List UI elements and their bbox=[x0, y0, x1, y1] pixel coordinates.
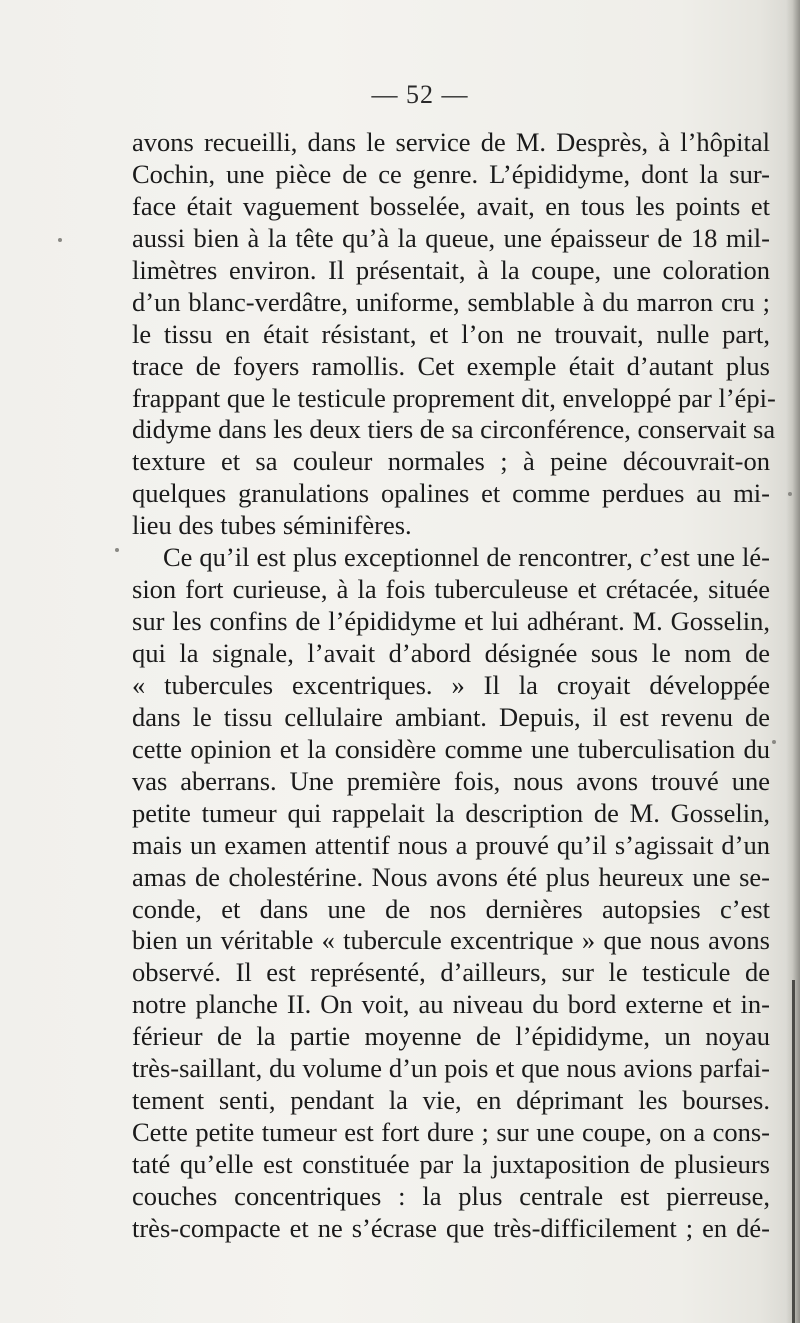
text-line: aussi bien à la tête qu’à la queue, une épaisseur de 18 mil- bbox=[132, 222, 770, 253]
paper-speck bbox=[58, 238, 62, 242]
text-line: face était vaguement bosselée, avait, en tous les points et bbox=[132, 190, 770, 221]
text-line: qui la signale, l’avait d’abord désignée sous le nom de bbox=[132, 638, 770, 668]
text-line: quelques granulations opalines et comme perdues au mi- bbox=[132, 478, 770, 509]
paper-speck bbox=[788, 492, 792, 496]
text-line: observé. Il est représenté, d’ailleurs, sur le testicule de bbox=[132, 957, 770, 988]
text-line: conde, et dans une de nos dernières autopsies c’est bbox=[132, 893, 770, 924]
text-line: couches concentriques : la plus centrale est pierreuse, bbox=[132, 1180, 770, 1211]
text-line: très-saillant, du volume d’un pois et que nous avions parfai- bbox=[132, 1053, 770, 1084]
text-line: frappant que le testicule proprement dit, enveloppé par l’épi- bbox=[132, 382, 776, 413]
text-line: le tissu en était résistant, et l’on ne trouvait, nulle part, bbox=[132, 318, 770, 349]
text-line: sur les confins de l’épididyme et lui adhérant. M. Gosselin, bbox=[132, 606, 770, 637]
text-line: trace de foyers ramollis. Cet exemple était d’autant plus bbox=[132, 350, 770, 381]
text-line: cette opinion et la considère comme une tuberculisation du bbox=[132, 733, 770, 764]
text-line: lieu des tubes séminifères. bbox=[132, 510, 412, 541]
text-line: petite tumeur qui rappelait la description de M. Gosselin, bbox=[132, 797, 770, 828]
text-line: d’un blanc-verdâtre, uniforme, semblable à du marron cru ; bbox=[132, 286, 770, 317]
text-line: limètres environ. Il présentait, à la coupe, une coloration bbox=[132, 254, 770, 285]
text-line: vas aberrans. Une première fois, nous avons trouvé une bbox=[132, 765, 770, 796]
page-number: — 52 — bbox=[371, 80, 469, 109]
text-line: bien un véritable « tubercule excentrique » que nous avons bbox=[132, 925, 770, 956]
text-line: notre planche II. On voit, au niveau du bord externe et in- bbox=[132, 989, 770, 1020]
text-line: « tubercules excentriques. » Il la croyait développée bbox=[132, 669, 770, 700]
text-line: texture et sa couleur normales ; à peine découvrait-on bbox=[132, 446, 770, 477]
page-binding-line bbox=[792, 980, 795, 1323]
text-line: mais un examen attentif nous a prouvé qu’il s’agissait d’un bbox=[132, 829, 770, 860]
text-line: tement senti, pendant la vie, en déprimant les bourses. bbox=[132, 1085, 770, 1116]
text-line: amas de cholestérine. Nous avons été plus heureux une se- bbox=[132, 861, 770, 892]
text-line: didyme dans les deux tiers de sa circonférence, conservait sa bbox=[132, 414, 776, 445]
text-line: dans le tissu cellulaire ambiant. Depuis, il est revenu de bbox=[132, 701, 770, 732]
text-line: Cochin, une pièce de ce genre. L’épididyme, dont la sur- bbox=[132, 158, 770, 189]
paragraph-start-line: Ce qu’il est plus exceptionnel de rencontrer, c’est une lé- bbox=[163, 542, 770, 573]
text-line: très-compacte et ne s’écrase que très-difficilement ; en dé- bbox=[132, 1212, 770, 1243]
text-line: Cette petite tumeur est fort dure ; sur une coupe, on a cons- bbox=[132, 1117, 770, 1148]
paper-speck bbox=[115, 548, 119, 552]
text-line: taté qu’elle est constituée par la juxtaposition de plusieurs bbox=[132, 1149, 770, 1179]
text-line: sion fort curieuse, à la fois tuberculeuse et crétacée, située bbox=[132, 574, 770, 605]
body-text bbox=[132, 127, 776, 1245]
text-line: férieur de la partie moyenne de l’épididyme, un noyau bbox=[132, 1021, 770, 1052]
paper-speck bbox=[772, 740, 776, 744]
text-line: avons recueilli, dans le service de M. Desprès, à l’hôpital bbox=[132, 127, 770, 157]
